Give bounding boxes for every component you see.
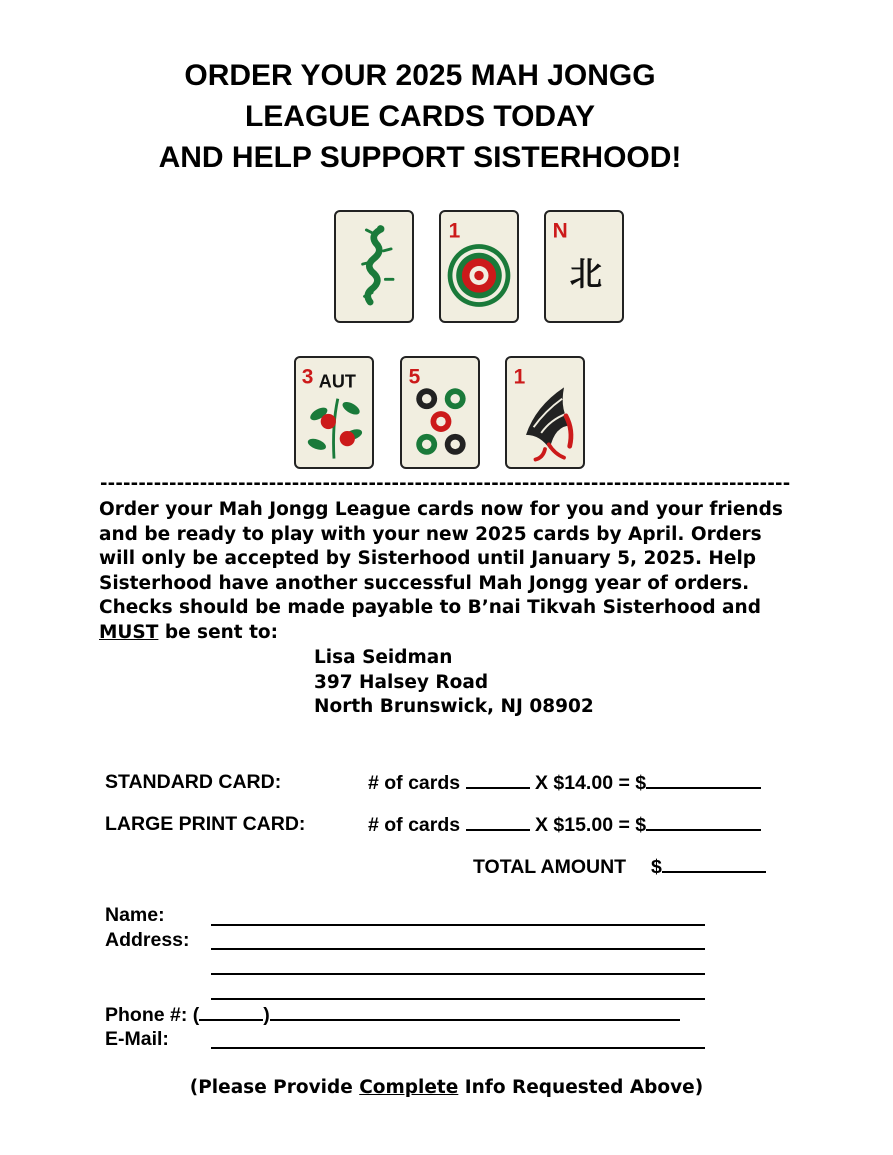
email-label: E-Mail: — [105, 1028, 169, 1050]
standard-amount-blank[interactable] — [646, 770, 761, 789]
address-field-line-3[interactable] — [211, 998, 705, 1000]
must-emphasis: MUST — [99, 621, 159, 643]
standard-qty-label: # of cards — [368, 772, 461, 794]
phone-area-open: ( — [192, 1004, 200, 1026]
phone-number-blank[interactable] — [270, 1002, 680, 1021]
instructions-line-5: Checks should be made payable to B’nai Tikvah Sisterhood and — [99, 597, 761, 619]
dashed-divider: ------------------------------------------------------------------------------------------ — [100, 473, 790, 494]
address-name: Lisa Seidman — [314, 647, 453, 668]
total-amount-blank[interactable] — [662, 854, 766, 873]
north-glyph: 北 — [569, 255, 603, 294]
standard-card-label: STANDARD CARD: — [105, 771, 282, 793]
total-amount-label: TOTAL AMOUNT — [473, 856, 627, 878]
tile-corner-letter: N — [552, 219, 568, 243]
tile-season-label: AUT — [318, 371, 356, 392]
one-dot-tile — [439, 210, 519, 323]
dragon-icon — [336, 212, 412, 321]
address-street: 397 Halsey Road — [314, 671, 489, 693]
one-bam-tile — [505, 356, 585, 469]
tile-corner-number: 1 — [513, 365, 526, 389]
phone-label: Phone #: — [105, 1004, 188, 1026]
instructions-line-6 — [99, 621, 799, 646]
address-field-line-2[interactable] — [211, 973, 705, 975]
mailing-address — [314, 646, 594, 720]
standard-qty-blank[interactable] — [466, 770, 530, 789]
standard-price: X $14.00 = $ — [534, 772, 647, 794]
total-currency: $ — [650, 856, 662, 878]
phone-area-close: ) — [263, 1004, 270, 1026]
total-amount-row — [473, 854, 766, 879]
autumn-flower-tile — [294, 356, 374, 469]
title-line-3: AND HELP SUPPORT SISTERHOOD! — [158, 141, 682, 174]
page-title — [0, 55, 840, 178]
large-print-card-label: LARGE PRINT CARD: — [105, 813, 306, 835]
bird-icon — [526, 387, 572, 459]
address-city: North Brunswick, NJ 08902 — [314, 696, 594, 718]
complete-emphasis: Complete — [359, 1077, 459, 1098]
five-circles-icon — [416, 388, 465, 455]
five-dot-tile — [400, 356, 480, 469]
title-line-2: LEAGUE CARDS TODAY — [244, 100, 596, 133]
phone-row — [105, 1002, 680, 1027]
title-line-1: ORDER YOUR 2025 MAH JONGG — [184, 59, 656, 92]
tile-corner-number: 1 — [448, 219, 461, 243]
name-label: Name: — [105, 904, 165, 926]
large-qty-label: # of cards — [368, 814, 461, 836]
phone-area-code-blank[interactable] — [199, 1002, 263, 1021]
large-price: X $15.00 = $ — [534, 814, 647, 836]
circle-dot-icon — [448, 244, 511, 307]
footer-note-before: (Please Provide — [189, 1077, 360, 1098]
instructions-line-4: Sisterhood have another successful Mah Jongg year of orders. — [99, 572, 750, 594]
footer-note-after: Info Requested Above) — [458, 1077, 704, 1098]
address-label: Address: — [105, 929, 190, 951]
north-wind-tile — [544, 210, 624, 323]
instructions-line-2: and be ready to play with your new 2025 cards by April. Orders — [99, 523, 762, 545]
standard-card-order — [368, 770, 761, 795]
instructions-line-3: will only be accepted by Sisterhood until January 5, 2025. Help — [99, 548, 757, 570]
footer-note — [0, 1076, 893, 1100]
order-instructions — [99, 498, 799, 646]
dragon-tile — [334, 210, 414, 323]
name-field[interactable] — [211, 924, 705, 926]
instructions-line-1: Order your Mah Jongg League cards now for you and your friends — [99, 499, 783, 520]
large-amount-blank[interactable] — [646, 812, 761, 831]
large-qty-blank[interactable] — [466, 812, 530, 831]
tile-corner-number: 3 — [301, 365, 314, 389]
flower-icon — [306, 399, 363, 459]
tile-corner-number: 5 — [408, 365, 421, 389]
email-field[interactable] — [211, 1047, 705, 1049]
address-field-line-1[interactable] — [211, 948, 705, 950]
large-card-order — [368, 812, 761, 837]
instructions-line-6-rest: be sent to: — [158, 621, 279, 643]
